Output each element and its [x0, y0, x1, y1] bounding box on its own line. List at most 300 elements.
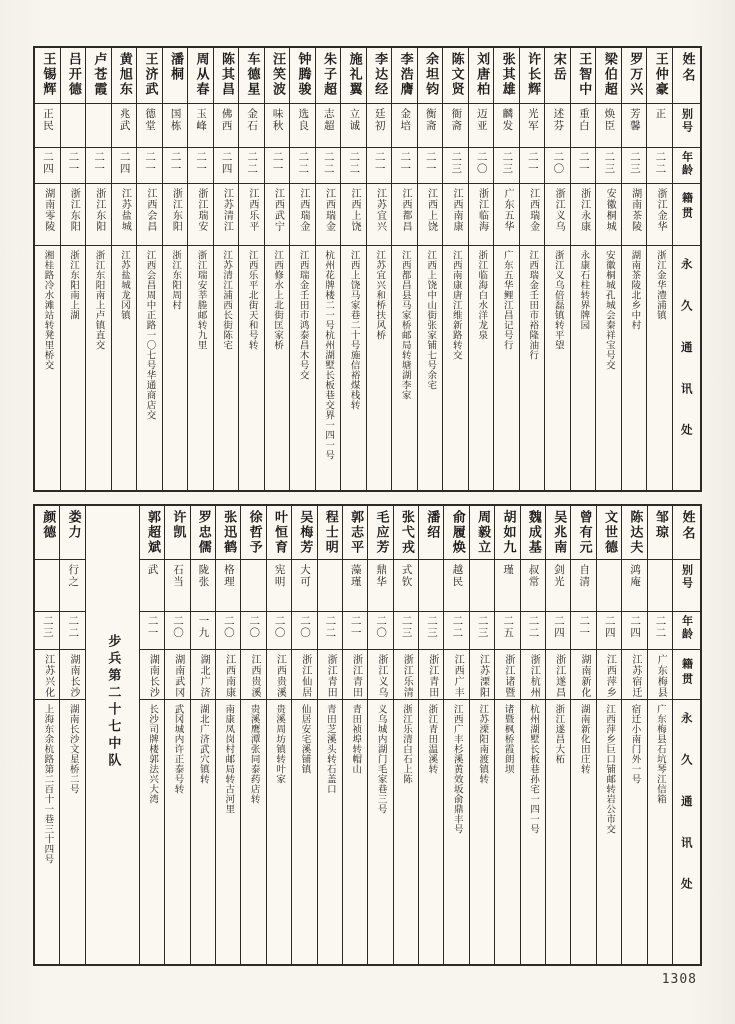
name-cell-text: 汪笑波	[270, 52, 286, 97]
roster-column	[315, 48, 341, 490]
address-cell	[470, 700, 494, 964]
name-cell	[495, 506, 519, 560]
roster-column	[393, 506, 418, 964]
name-cell-text: 车德星	[244, 52, 260, 97]
name-cell-text: 徐哲予	[246, 510, 262, 555]
name-cell	[35, 48, 60, 104]
address-cell-text: 江苏清江浦西长街陈宅	[221, 250, 233, 350]
name-cell	[444, 506, 468, 560]
age-cell-text: 二〇	[375, 615, 388, 639]
age-cell	[469, 148, 494, 184]
address-cell	[648, 700, 672, 964]
origin-cell-text: 江西都昌	[399, 188, 411, 232]
alias-cell	[571, 104, 596, 148]
alias-cell-text: 德堂	[144, 108, 157, 132]
alias-cell	[597, 560, 621, 612]
alias-cell	[392, 104, 417, 148]
row-header-address-text: 永久通讯处	[679, 712, 694, 919]
roster-column	[60, 48, 86, 490]
roster-column	[190, 506, 215, 964]
address-cell	[647, 246, 672, 490]
alias-cell	[622, 104, 647, 148]
alias-cell	[35, 560, 59, 612]
roster-column	[162, 48, 188, 490]
roster-column	[266, 506, 291, 964]
origin-cell	[648, 650, 672, 700]
name-cell	[622, 48, 647, 104]
name-cell-text: 陈达夫	[627, 510, 643, 555]
origin-cell-text: 江苏溧阳	[477, 654, 489, 698]
name-cell-text: 许长辉	[525, 52, 541, 97]
age-cell	[241, 612, 265, 650]
row-header-name	[673, 48, 700, 104]
address-cell-text: 湖南长沙文星桥二号	[67, 704, 79, 794]
origin-cell-text: 江苏清江	[221, 188, 233, 232]
age-cell-text: 二二	[324, 615, 337, 639]
origin-cell	[521, 650, 545, 700]
age-cell-text: 二〇	[172, 615, 185, 639]
age-cell	[571, 612, 595, 650]
roster-column	[35, 48, 60, 490]
age-cell	[494, 148, 519, 184]
name-cell	[367, 48, 392, 104]
row-header-age	[673, 148, 700, 184]
roster-column	[647, 506, 672, 964]
age-cell-text: 二二	[297, 151, 310, 175]
address-cell	[318, 700, 342, 964]
alias-cell	[443, 104, 468, 148]
address-cell-text: 浙江临海白水洋龙泉	[476, 250, 488, 340]
name-cell-text: 吕开德	[65, 52, 81, 97]
alias-cell-text: 金培	[399, 108, 412, 132]
name-cell	[316, 48, 341, 104]
address-cell-text: 江西都昌县马家桥邮局转塘湖李家	[399, 250, 411, 400]
origin-cell-text: 浙江义乌	[375, 654, 387, 698]
name-cell	[267, 506, 291, 560]
address-cell-text: 江西修水上北街匡家桥	[272, 250, 284, 350]
address-cell	[571, 700, 595, 964]
origin-cell	[188, 184, 213, 246]
origin-cell-text: 江苏盐城	[119, 188, 131, 232]
address-cell	[495, 700, 519, 964]
address-cell-text: 浙江东阳南上湖	[68, 250, 79, 320]
address-cell-text: 浙江东阳周村	[170, 250, 182, 310]
age-cell-text: 二二	[654, 151, 667, 175]
origin-cell-text: 浙江永康	[578, 188, 590, 232]
address-cell	[597, 700, 621, 964]
age-cell-text: 二一	[271, 151, 284, 175]
address-cell-text: 江西广丰杉溪黄效坂俞鼎丰号	[451, 704, 463, 834]
age-cell	[545, 148, 570, 184]
age-cell-text: 二一	[349, 615, 362, 639]
name-cell-text: 王锡辉	[40, 52, 56, 97]
age-cell	[290, 148, 315, 184]
age-cell	[163, 148, 188, 184]
address-cell	[494, 246, 519, 490]
alias-cell	[545, 104, 570, 148]
origin-cell-text: 江苏宿迁	[629, 654, 641, 698]
alias-cell-text: 式钦	[400, 564, 413, 588]
age-cell-text: 二一	[424, 151, 437, 175]
roster-column	[544, 48, 570, 490]
alias-cell-text: 味秋	[271, 108, 284, 132]
origin-cell	[368, 650, 392, 700]
name-cell	[647, 48, 672, 104]
age-cell	[367, 148, 392, 184]
roster-column	[340, 48, 366, 490]
address-cell-text: 青田芝溪头转石盖口	[324, 704, 336, 794]
row-header-name-text: 姓名	[679, 510, 695, 542]
alias-cell	[191, 560, 215, 612]
address-cell-text: 广东梅县石坑琴江信箱	[654, 704, 666, 804]
age-cell-text: 二二	[322, 151, 335, 175]
alias-cell	[35, 104, 60, 148]
name-cell-text: 潘桐	[167, 52, 183, 82]
alias-cell-text: 选良	[297, 108, 310, 132]
alias-cell-text: 叔常	[527, 564, 540, 588]
origin-cell-text: 浙江临海	[476, 188, 488, 232]
row-header-alias-text: 别号	[680, 564, 694, 590]
name-cell	[112, 48, 137, 104]
origin-cell-text: 江西瑞金	[323, 188, 335, 232]
name-cell	[494, 48, 519, 104]
name-cell	[191, 506, 215, 560]
origin-cell-text: 江西上饶	[348, 188, 360, 232]
alias-cell-text: 宪明	[273, 564, 286, 588]
address-cell	[60, 700, 84, 964]
row-header-origin	[673, 184, 700, 246]
address-cell	[316, 246, 341, 490]
origin-cell-text: 江西乐平	[246, 188, 258, 232]
address-cell-text: 青田祯埠转帽山	[350, 704, 362, 774]
age-cell-text: 二四	[629, 615, 642, 639]
name-cell-text: 魏成基	[525, 510, 541, 555]
address-cell	[443, 246, 468, 490]
origin-cell-text: 湖北广济	[198, 654, 210, 698]
roster-column	[139, 506, 164, 964]
origin-cell-text: 江西广丰	[452, 654, 464, 698]
address-cell	[622, 246, 647, 490]
age-cell-text: 二三	[425, 615, 438, 639]
address-cell	[35, 246, 60, 490]
age-cell-text: 二〇	[552, 151, 565, 175]
address-cell-text: 江苏溧阳南渡镇转	[477, 704, 489, 784]
address-cell-text: 诸暨枫桥霞朗坝	[502, 704, 514, 774]
origin-cell	[61, 184, 86, 246]
row-header-address	[673, 246, 700, 490]
age-cell-text: 二二	[348, 151, 361, 175]
alias-cell	[341, 104, 366, 148]
alias-cell	[267, 560, 291, 612]
age-cell	[214, 148, 239, 184]
name-cell	[165, 506, 189, 560]
origin-cell-text: 浙江青田	[350, 654, 362, 698]
roster-column	[213, 48, 239, 490]
name-cell-text: 罗忠儒	[195, 510, 211, 555]
roster-column	[317, 506, 342, 964]
name-cell-text: 郭超斌	[145, 510, 160, 555]
alias-cell	[648, 560, 672, 612]
roster-column	[493, 48, 519, 490]
roster-column	[391, 48, 417, 490]
name-cell	[545, 48, 570, 104]
alias-cell	[140, 560, 164, 612]
age-cell	[292, 612, 316, 650]
alias-cell-text: 鼎华	[375, 564, 388, 588]
origin-cell	[290, 184, 315, 246]
age-cell	[35, 148, 60, 184]
age-cell	[191, 612, 215, 650]
alias-cell-text: 重白	[577, 108, 590, 132]
address-cell	[239, 246, 264, 490]
origin-cell	[216, 650, 240, 700]
name-cell-text: 俞履焕	[449, 510, 465, 555]
name-cell	[60, 506, 84, 560]
origin-cell	[165, 650, 189, 700]
age-cell-text: 二〇	[222, 615, 235, 639]
origin-cell-text: 江西上饶	[425, 188, 437, 232]
alias-cell-text: 光军	[526, 108, 539, 132]
age-cell	[368, 612, 392, 650]
roster-table-top	[33, 46, 702, 492]
address-cell-text: 贵溪鹰潭张同泰药店转	[248, 704, 260, 804]
origin-cell	[316, 184, 341, 246]
address-cell-text: 江西萍乡巨口铺邮转岩公市交	[604, 704, 616, 834]
alias-cell	[470, 560, 494, 612]
alias-cell	[596, 104, 621, 148]
address-cell	[596, 246, 621, 490]
name-cell-text: 文世德	[602, 510, 618, 555]
name-cell	[86, 48, 111, 104]
address-cell-text: 浙江东阳南上卢镇直交	[93, 250, 105, 350]
name-cell-text: 张弋戎	[398, 510, 414, 555]
address-cell-text: 武冈城内许正泰号转	[172, 704, 184, 794]
origin-cell	[35, 650, 59, 700]
address-cell-text: 湖南新化田庄转	[578, 704, 590, 774]
age-cell	[418, 148, 443, 184]
address-cell	[265, 246, 290, 490]
age-cell	[495, 612, 519, 650]
address-cell	[35, 700, 59, 964]
roster-column	[240, 506, 265, 964]
address-cell	[61, 246, 86, 490]
address-cell	[469, 246, 494, 490]
alias-cell-text: 玉峰	[195, 108, 208, 132]
alias-cell	[214, 104, 239, 148]
address-cell-text: 江西会昌周中正路一〇七号华通商店交	[144, 250, 156, 420]
alias-cell	[61, 104, 86, 148]
origin-cell	[292, 650, 316, 700]
age-cell-text: 二三	[603, 151, 616, 175]
roster-column	[291, 506, 316, 964]
origin-cell-text: 江苏兴化	[42, 654, 54, 698]
age-cell	[648, 612, 672, 650]
origin-cell-text: 浙江东阳	[68, 188, 80, 232]
name-cell-text: 毛应芳	[373, 510, 389, 555]
name-cell	[368, 506, 392, 560]
origin-cell	[341, 184, 366, 246]
age-cell	[267, 612, 291, 650]
age-cell	[35, 612, 59, 650]
origin-cell-text: 浙江青田	[426, 654, 438, 698]
name-cell-text: 钟腾骏	[295, 52, 311, 97]
origin-cell-text: 浙江乐清	[401, 654, 413, 698]
age-cell	[571, 148, 596, 184]
age-cell-text: 二三	[450, 151, 463, 175]
name-cell-text: 刘唐柏	[474, 52, 490, 97]
alias-cell-text: 大可	[299, 564, 311, 588]
name-cell-text: 吴兆南	[551, 510, 567, 555]
address-cell-text: 浙江瑞安莘塍邮转九里	[195, 250, 207, 350]
origin-cell	[60, 650, 84, 700]
alias-cell-text: 自清	[578, 564, 591, 588]
roster-column	[494, 506, 519, 964]
origin-cell	[494, 184, 519, 246]
age-cell	[419, 612, 443, 650]
age-cell-text: 二一	[373, 151, 386, 175]
name-cell	[265, 48, 290, 104]
name-cell	[546, 506, 570, 560]
name-cell	[214, 48, 239, 104]
name-cell-text: 朱子超	[321, 52, 337, 97]
alias-cell-text: 武	[146, 564, 159, 576]
roster-column	[570, 48, 596, 490]
name-cell	[521, 506, 545, 560]
name-cell-text: 曾有元	[576, 510, 592, 555]
name-cell-text: 宋岳	[550, 52, 566, 82]
row-header-address-text: 永久通讯处	[679, 258, 694, 465]
age-cell	[470, 612, 494, 650]
alias-cell-text: 芳馨	[628, 108, 641, 132]
alias-cell	[137, 104, 162, 148]
alias-cell	[571, 560, 595, 612]
origin-cell	[394, 650, 418, 700]
alias-cell-text: 剑光	[552, 564, 565, 588]
name-cell	[239, 48, 264, 104]
roster-column	[187, 48, 213, 490]
address-cell-text: 仙居安宅溪铺镇	[299, 704, 311, 774]
alias-cell-text: 焕臣	[603, 108, 616, 132]
address-cell	[521, 700, 545, 964]
row-header-alias	[673, 104, 700, 148]
alias-cell	[469, 104, 494, 148]
row-header-name-text: 姓名	[679, 52, 695, 84]
alias-cell	[520, 104, 545, 148]
name-cell-text: 王智中	[576, 52, 592, 97]
origin-cell-text: 湖南长沙	[147, 654, 159, 698]
roster-column	[519, 48, 545, 490]
age-cell-text: 二三	[501, 151, 514, 175]
origin-cell	[392, 184, 417, 246]
alias-cell	[241, 560, 265, 612]
age-cell	[341, 148, 366, 184]
name-cell	[61, 48, 86, 104]
origin-cell-text: 江西会昌	[144, 188, 156, 232]
roster-column	[417, 48, 443, 490]
alias-cell	[521, 560, 545, 612]
origin-cell-text: 江苏宜兴	[374, 188, 386, 232]
origin-cell-text: 浙江义乌	[553, 188, 565, 232]
address-cell	[367, 246, 392, 490]
name-cell-text: 吴梅芳	[297, 510, 313, 555]
alias-cell-text: 正民	[42, 108, 55, 132]
age-cell-text: 二三	[400, 615, 413, 639]
age-cell	[140, 612, 164, 650]
roster-column	[469, 506, 494, 964]
roster-column	[442, 48, 468, 490]
origin-cell-text: 浙江诸暨	[502, 654, 514, 698]
address-cell-text: 江西瑞金壬田市鸿泰昌木号交	[297, 250, 309, 380]
alias-cell-text: 瑾	[502, 564, 515, 576]
alias-cell-text: 石当	[172, 564, 185, 588]
age-cell-text: 二二	[654, 615, 667, 639]
address-cell	[216, 700, 240, 964]
address-cell	[241, 700, 265, 964]
origin-cell-text: 浙江东阳	[93, 188, 105, 232]
address-cell-text: 江西上饶中山街张家铺七号余宅	[425, 250, 437, 390]
name-cell-text: 张迅鹤	[221, 510, 237, 555]
alias-cell	[265, 104, 290, 148]
address-cell-text: 江西上饶马家巷二十号施信裕煤栈转	[348, 250, 360, 410]
address-cell	[520, 246, 545, 490]
address-cell-text: 江苏盐城龙冈镇	[119, 250, 131, 320]
name-cell-text: 罗万兴	[627, 52, 643, 97]
origin-cell	[622, 650, 646, 700]
roster-column	[570, 506, 595, 964]
age-cell	[188, 148, 213, 184]
address-cell-text: 浙江青田温溪转	[426, 704, 438, 774]
age-cell-text: 二二	[451, 615, 464, 639]
age-cell-text: 二二	[67, 615, 80, 639]
age-cell	[546, 612, 570, 650]
alias-cell	[419, 560, 443, 612]
name-cell	[520, 48, 545, 104]
age-cell-text: 二一	[146, 615, 159, 639]
name-cell-text: 娄力	[65, 510, 81, 540]
age-cell	[343, 612, 367, 650]
name-cell	[597, 506, 621, 560]
origin-cell-text: 浙江杭州	[528, 654, 540, 698]
name-cell	[341, 48, 366, 104]
header-column	[672, 48, 700, 490]
alias-cell	[494, 104, 519, 148]
name-cell	[419, 506, 443, 560]
row-header-age-text: 年龄	[680, 151, 694, 177]
address-cell-text: 湖南茶陵北乡中村	[629, 250, 641, 330]
roster-column	[164, 506, 189, 964]
age-cell-text: 二一	[578, 615, 591, 639]
origin-cell-text: 浙江遂昌	[553, 654, 565, 698]
roster-column	[59, 506, 84, 964]
age-cell-text: 二一	[399, 151, 412, 175]
roster-column	[289, 48, 315, 490]
address-cell-text: 南康凤岗村邮局转古河里	[223, 704, 235, 814]
address-cell-text: 浙江遂昌大柘	[553, 704, 565, 764]
origin-cell-text: 江西南康	[223, 654, 235, 698]
address-cell	[368, 700, 392, 964]
origin-cell	[622, 184, 647, 246]
alias-cell-text: 立诚	[348, 108, 361, 132]
age-cell	[265, 148, 290, 184]
address-cell-text: 湘桂路冷水滩站转凳里桥交	[42, 250, 54, 370]
roster-column	[367, 506, 392, 964]
alias-cell-text: 麟发	[501, 108, 514, 132]
age-cell-text: 二〇	[248, 615, 261, 639]
name-cell-text: 叶恒育	[271, 510, 287, 555]
origin-cell	[470, 650, 494, 700]
name-cell	[443, 48, 468, 104]
alias-cell	[188, 104, 213, 148]
